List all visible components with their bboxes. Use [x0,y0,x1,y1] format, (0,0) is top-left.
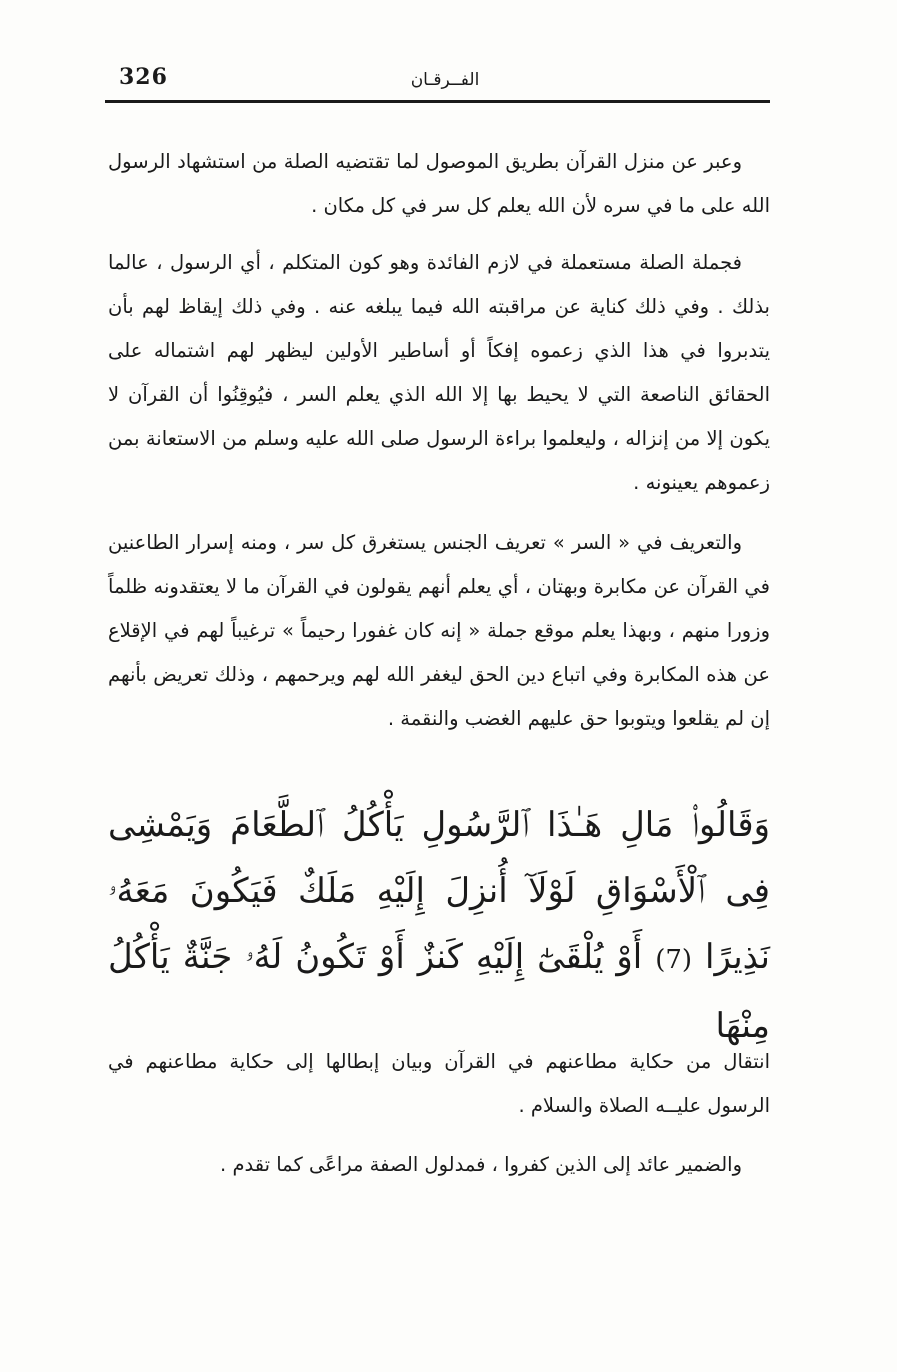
header-rule [105,100,770,103]
paragraph-3-text: والتعريف في « السر » تعريف الجنس يستغرق كل سر ، ومنه إسرار الطاعنين في القرآن عن مكابرة وبهتان ، أي يعلم أنهم يقولون في القرآن ما لا يعتقدونه ظلماً وزورا منهم ، وبهذا يعلم موقع جملة « إنه كان غفورا رحيماً » ترغيباً لهم في الإقلاع عن هذه المكابرة وفي اتباع دين الحق ليغفر الله لهم ويرحمهم ، وذلك تعريض بأنهم إن لم يقلعوا ويتوبوا حق عليهم الغضب والنقمة . [108,531,770,730]
commentary-1-text: انتقال من حكاية مطاعنهم في القرآن وبيان إبطالها إلى حكاية مطاعنهم في الرسول عليــه الصلاة والسلام . [108,1050,770,1117]
paragraph-3 [108,521,770,741]
commentary-1 [108,1040,770,1128]
page-number: 326 [119,64,168,90]
verse-number: (7) [655,945,693,975]
commentary-2-text: والضمير عائد إلى الذين كفروا ، فمدلول الصفة مراعًى كما تقدم . [220,1153,742,1176]
paragraph-1-text: وعبر عن منزل القرآن بطريق الموصول لما تقتضيه الصلة من استشهاد الرسول الله على ما في سره لأن الله يعلم كل سر في كل مكان . [108,150,770,217]
paragraph-2-text: فجملة الصلة مستعملة في لازم الفائدة وهو كون المتكلم ، أي الرسول ، عالما بذلك . وفي ذلك كناية عن مراقبته الله فيما يبلغه عنه . وفي ذلك إيقاظ لهم بأن يتدبروا في هذا الذي زعموه إفكاً أو أساطير الأولين ليظهر لهم اشتماله على الحقائق الناصعة التي لا يحيط بها إلا الله الذي يعلم السر ، فيُوقِنُوا أن القرآن لا يكون إلا من إنزاله ، وليعلموا براءة الرسول صلى الله عليه وسلم من الاستعانة بمن زعموهم يعينونه . [108,251,770,494]
running-title: الفــرقـان [410,70,480,90]
page-header [105,60,770,100]
verse-continuation: أَوْ يُلْقَىٰٓ إِلَيْهِ كَنزٌ أَوْ تَكُونُ لَهُۥ جَنَّةٌ يَأْكُلُ مِنْهَا [108,937,770,1046]
quran-verse [108,792,770,1059]
paragraph-2 [108,241,770,505]
paragraph-1 [108,140,770,228]
verse-text: وَقَالُوا۟ مَالِ هَـٰذَا ٱلرَّسُولِ يَأْكُلُ ٱلطَّعَامَ وَيَمْشِى فِى ٱلْأَسْوَاقِ لَوْلَآ أُنزِلَ إِلَيْهِ مَلَكٌ فَيَكُونَ مَعَهُۥ نَذِيرًا [108,805,770,977]
commentary-2 [108,1143,770,1187]
